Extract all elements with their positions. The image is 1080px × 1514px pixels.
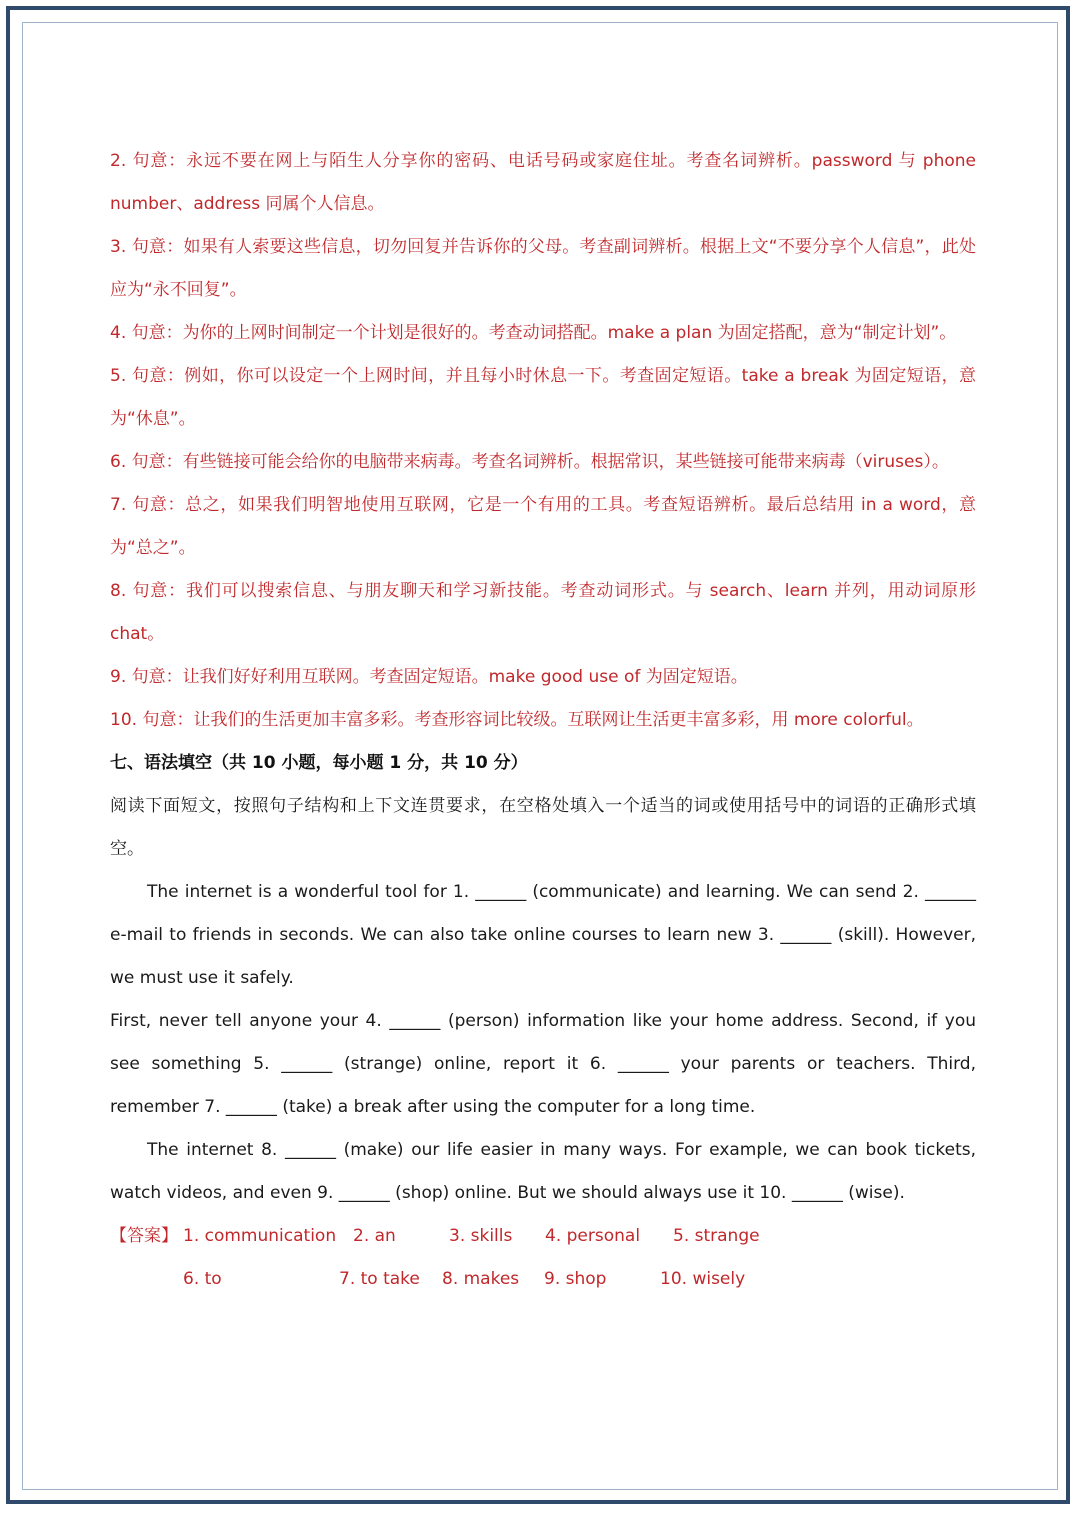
answer-item: 7. to take [339,1269,420,1289]
answer-item: 2. an [353,1226,396,1246]
section-heading: 七、语法填空（共 10 小题，每小题 1 分，共 10 分） [110,753,528,773]
answer-item: 5. strange [673,1226,760,1246]
section-instruction: 阅读下面短文，按照句子结构和上下文连贯要求，在空格处填入一个适当的词或使用括号中的词语的正确形式填空。 [110,796,976,859]
answer-key [110,1215,976,1301]
cloze-passage [110,871,976,1215]
explanation-item: 8. 句意：我们可以搜索信息、与朋友聊天和学习新技能。考查动词形式。与 search、learn 并列，用动词原形 chat。 [110,581,976,644]
explanation-item: 10. 句意：让我们的生活更加丰富多彩。考查形容词比较级。互联网让生活更丰富多彩，用 more colorful。 [110,710,924,730]
answer-item: 4. personal [545,1226,641,1246]
answer-item: 6. to [183,1269,222,1289]
explanation-item: 3. 句意：如果有人索要这些信息，切勿回复并告诉你的父母。考查副词辨析。根据上文“不要分享个人信息”，此处应为“永不回复”。 [110,237,976,300]
passage-paragraph: First, never tell anyone your 4. ______ (person) information like your home address. Second, if you see something 5. ______ (strange) online, report it 6. ______ your parents or teachers. Third, remember 7. ______ (take) a break after using the computer for a long time. [110,1011,976,1117]
answer-item: 10. wisely [660,1269,746,1289]
answer-item: 1. communication [183,1226,337,1246]
passage-paragraph: The internet 8. ______ (make) our life easier in many ways. For example, we can book tickets, watch videos, and even 9. ______ (shop) online. But we should always use it 10. ______ (wise). [110,1140,976,1203]
explanation-item: 2. 句意：永远不要在网上与陌生人分享你的密码、电话号码或家庭住址。考查名词辨析。password 与 phone number、address 同属个人信息。 [110,151,976,214]
document-content [110,140,976,1301]
explanation-item: 5. 句意：例如，你可以设定一个上网时间，并且每小时休息一下。考查固定短语。take a break 为固定短语，意为“休息”。 [110,366,976,429]
answer-item: 9. shop [544,1269,607,1289]
answer-item: 8. makes [442,1269,520,1289]
explanation-list [110,140,976,742]
explanation-item: 7. 句意：总之，如果我们明智地使用互联网，它是一个有用的工具。考查短语辨析。最后总结用 in a word，意为“总之”。 [110,495,976,558]
answer-label: 【答案】 [110,1226,178,1246]
explanation-item: 4. 句意：为你的上网时间制定一个计划是很好的。考查动词搭配。make a plan 为固定搭配，意为“制定计划”。 [110,323,957,343]
passage-paragraph: The internet is a wonderful tool for 1. ______ (communicate) and learning. We can send 2. ______ e-mail to friends in seconds. We can also take online courses to learn new 3. ______ (skill). However, we must use it safely. [110,882,976,988]
answer-item: 3. skills [449,1226,513,1246]
explanation-item: 6. 句意：有些链接可能会给你的电脑带来病毒。考查名词辨析。根据常识，某些链接可能带来病毒（viruses）。 [110,452,949,472]
explanation-item: 9. 句意：让我们好好利用互联网。考查固定短语。make good use of 为固定短语。 [110,667,748,687]
